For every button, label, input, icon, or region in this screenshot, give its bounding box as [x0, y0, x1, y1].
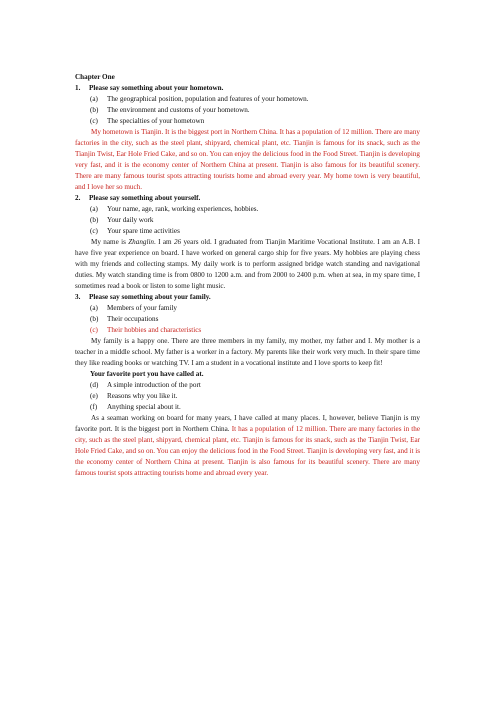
prompt-label: (c)	[90, 227, 98, 235]
prompt-label: (e)	[90, 392, 98, 400]
prompt-label: (d)	[90, 381, 99, 389]
prompt-text: Your name, age, rank, working experiences, hobbies.	[107, 205, 259, 213]
prompt-text: Their hobbies and characteristics	[107, 326, 202, 334]
prompt-text: Members of your family	[107, 304, 178, 312]
question-3	[75, 292, 420, 303]
prompt-label: (c)	[90, 326, 98, 334]
answer-paragraph-2	[75, 237, 420, 292]
prompt-label: (c)	[90, 117, 98, 125]
answer-paragraph-3: My family is a happy one. There are three members in my family, my mother, my father and I. My mother is a teacher in a middle school. My father is a worker in a factory. My parents like their work very much. In their spare time they like reading books or watching TV. I am a student in a vocational institute and I love sports to keep fit!	[75, 337, 420, 367]
answer-text: years old. I graduated from Tianjin Maritime Vocational Institute. I am an A.B. I have five year experience on board. I have worked on general cargo ship for five years. My hobbies are playing chess with my friends and collecting stamps. My daily work is to perform assigned bridge watch standing and navigational duties. My watch standing time is from 0800 to 1200 a.m. and from 2000 to 2400 p.m. when at sea, in my spare time, I sometimes read a book or listen to some light music.	[75, 238, 420, 290]
prompt-text: Your spare time activities	[107, 227, 180, 235]
answer-text: My name is	[91, 238, 129, 246]
answer-paragraph-4	[75, 413, 420, 479]
answer-text: As a seaman working on board for many years, I have called at many places. I, however, believe Tianjin is my favorite port. It is the biggest port in Northern China.	[75, 414, 420, 433]
prompt-item	[75, 116, 420, 127]
question-2	[75, 193, 420, 204]
prompt-label: (b)	[90, 216, 99, 224]
prompt-label: (a)	[90, 304, 98, 312]
prompt-label: (a)	[90, 205, 98, 213]
prompt-text: Anything special about it.	[107, 403, 181, 411]
prompt-label: (b)	[90, 106, 99, 114]
prompt-text: The geographical position, population and features of your hometown.	[107, 95, 309, 103]
prompt-text: Reasons why you like it.	[107, 392, 178, 400]
prompt-item	[75, 215, 420, 226]
prompt-item	[75, 226, 420, 237]
question-number: 3.	[75, 293, 81, 301]
answer-highlight: It has a population of 12 million. There are many factories in the city, such as the steel plant, shipyard, chemical plant, etc. Tianjin is famous for its snack, such as the Tianjin Twist, Ear Hole Fried Cake, and so on. You can enjoy the delicious food in the Food Street. Tianjin is developing very fast, and it is the economy center of Northern China at present. Tianjin is also famous for its beautiful scenery. There are many famous tourist spots attracting tourists home and abroad every year.	[75, 425, 420, 477]
prompt-item	[75, 314, 420, 325]
answer-paragraph-1: My hometown is Tianjin. It is the biggest port in Northern China. It has a population of 12 million. There are many factories in the city, such as the steel plant, shipyard, chemical plant, etc. Tianjin is famous for its snack, such as the Tianjin Twist, Ear Hole Fried Cake, and so on. You can enjoy the delicious food in the Food Street. Tianjin is developing very fast, and it is the economy center of Northern China at present. Tianjin is also famous for its beautiful scenery. There are many famous tourist spots attracting tourists home and abroad every year. My home town is very beautiful, and I love her so much.	[75, 128, 421, 191]
prompt-label: (b)	[90, 315, 99, 323]
question-number: 2.	[75, 194, 81, 202]
prompt-item	[75, 391, 420, 402]
question-text: Please say something about your hometown.	[89, 84, 224, 92]
document-page	[75, 72, 420, 479]
prompt-item	[75, 325, 420, 336]
prompt-label: (a)	[90, 95, 98, 103]
prompt-item	[75, 105, 420, 116]
question-text: Please say something about your family.	[89, 293, 211, 301]
prompt-text: A simple introduction of the port	[107, 381, 201, 389]
prompt-label: (f)	[90, 403, 98, 411]
prompt-item	[75, 380, 420, 391]
prompt-item	[75, 303, 420, 314]
question-1	[75, 83, 420, 94]
prompt-item	[75, 204, 420, 215]
question-text: Please say something about yourself.	[89, 194, 201, 202]
prompt-text: The environment and customs of your hometown.	[107, 106, 250, 114]
prompt-text: The specialties of your hometown	[107, 117, 205, 125]
prompt-text: Their occupations	[107, 315, 159, 323]
prompt-item	[75, 94, 420, 105]
chapter-title: Chapter One	[75, 73, 115, 81]
prompt-item	[75, 402, 420, 413]
answer-text: . I am	[154, 238, 174, 246]
question-4: Your favorite port you have called at.	[90, 370, 204, 378]
prompt-text: Your daily work	[107, 216, 154, 224]
answer-name: Zhanglin	[128, 238, 154, 246]
answer-age: 26	[173, 238, 182, 246]
question-number: 1.	[75, 84, 81, 92]
